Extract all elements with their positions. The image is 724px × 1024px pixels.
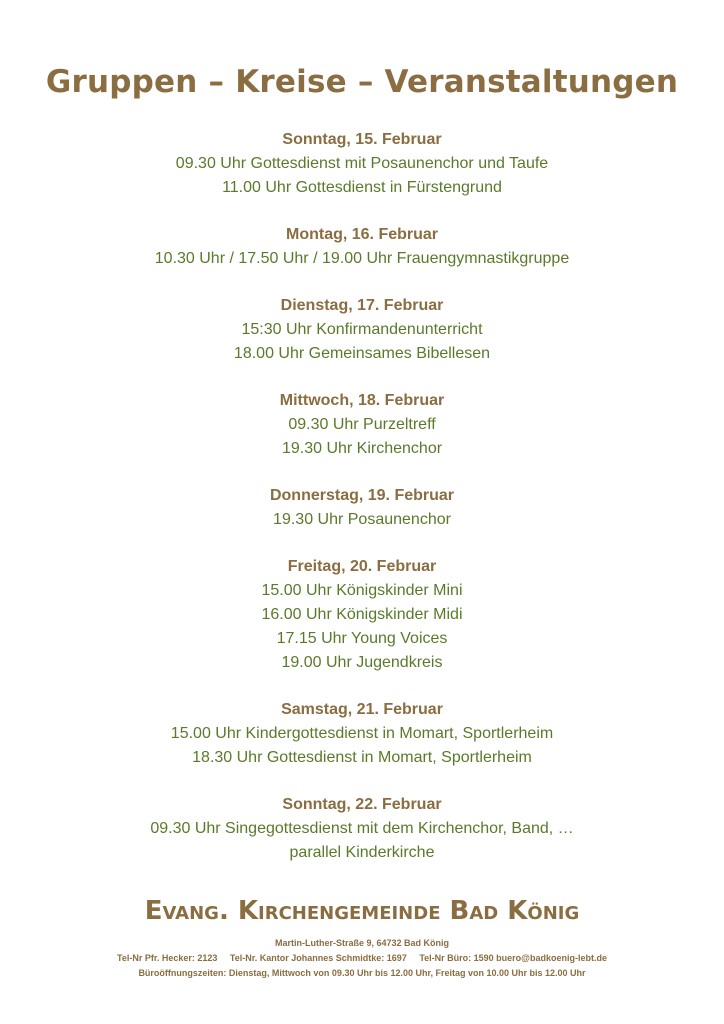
phone-cantor: Tel-Nr. Kantor Johannes Schmidtke: 1697 (229, 953, 407, 963)
day-block (0, 793, 724, 865)
contact-info (0, 936, 724, 981)
event-entry: 09.30 Uhr Gottesdienst mit Posaunenchor und Taufe (175, 155, 549, 172)
event-entry: 15:30 Uhr Konfirmandenunterricht (241, 321, 483, 338)
day-heading: Mittwoch, 18. Februar (279, 392, 445, 409)
event-entry: 19.30 Uhr Posaunenchor (273, 511, 451, 528)
day-block (0, 389, 724, 461)
day-heading: Sonntag, 22. Februar (282, 796, 442, 813)
day-block (0, 484, 724, 532)
office-hours: Büroöffnungszeiten: Dienstag, Mittwoch von 09.30 Uhr bis 12.00 Uhr, Freitag von 10.00 Uhr bis 12.00 Uhr (138, 968, 586, 978)
day-heading: Sonntag, 15. Februar (282, 131, 442, 148)
event-entry: 10.30 Uhr / 17.50 Uhr / 19.00 Uhr Frauengymnastikgruppe (154, 250, 570, 267)
day-block (0, 555, 724, 675)
event-entry: 16.00 Uhr Königskinder Midi (261, 606, 463, 623)
day-block (0, 294, 724, 366)
day-block (0, 698, 724, 770)
phone-numbers (0, 951, 724, 966)
day-heading: Dienstag, 17. Februar (280, 297, 444, 314)
day-block (0, 223, 724, 271)
parish-name: Evang. Kirchengemeinde Bad König (144, 896, 580, 926)
event-entry: 09.30 Uhr Singegottesdienst mit dem Kirchenchor, Band, … (150, 820, 574, 837)
event-entry: 18.30 Uhr Gottesdienst in Momart, Sportlerheim (192, 749, 532, 766)
event-entry: parallel Kinderkirche (289, 844, 435, 861)
day-heading: Freitag, 20. Februar (287, 558, 437, 575)
page-title: Gruppen – Kreise – Veranstaltungen (45, 64, 679, 100)
day-block (0, 128, 724, 200)
event-entry: 15.00 Uhr Kindergottesdienst in Momart, Sportlerheim (170, 725, 554, 742)
event-entry: 11.00 Uhr Gottesdienst in Fürstengrund (222, 179, 502, 196)
event-entry: 19.30 Uhr Kirchenchor (281, 440, 443, 457)
phone-office: Tel-Nr Büro: 1590 buero@badkoenig-lebt.de (419, 953, 607, 963)
day-heading: Donnerstag, 19. Februar (269, 487, 455, 504)
event-entry: 17.15 Uhr Young Voices (276, 630, 448, 647)
event-entry: 18.00 Uhr Gemeinsames Bibellesen (233, 345, 491, 362)
event-entry: 09.30 Uhr Purzeltreff (288, 416, 436, 433)
event-entry: 15.00 Uhr Königskinder Mini (261, 582, 463, 599)
day-heading: Montag, 16. Februar (285, 226, 439, 243)
phone-pastor: Tel-Nr Pfr. Hecker: 2123 (117, 953, 218, 963)
event-entry: 19.00 Uhr Jugendkreis (281, 654, 443, 671)
day-heading: Samstag, 21. Februar (281, 701, 443, 718)
schedule (0, 128, 724, 888)
address: Martin-Luther-Straße 9, 64732 Bad König (274, 938, 450, 948)
